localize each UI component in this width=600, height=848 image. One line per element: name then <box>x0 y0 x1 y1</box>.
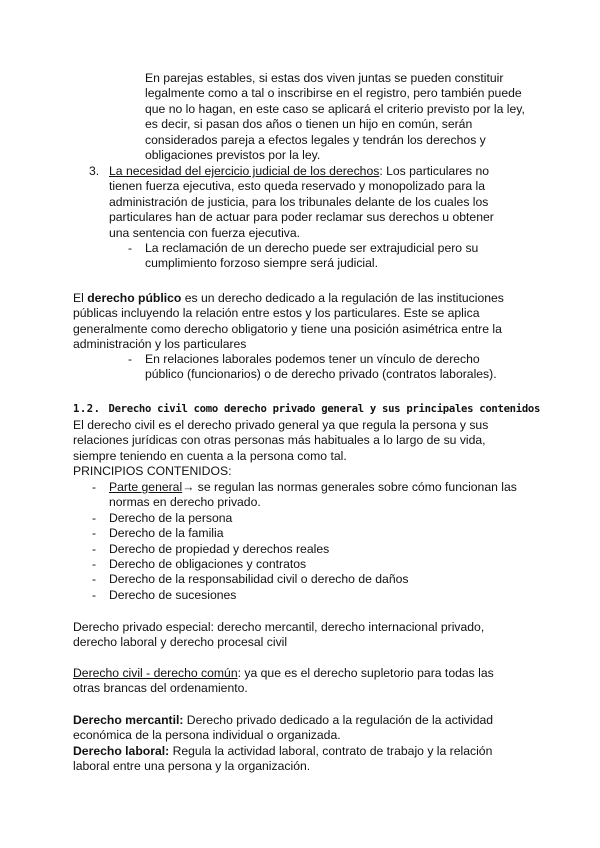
parte-general-label: Parte general <box>109 480 183 494</box>
principios-label: PRINCIPIOS CONTENIDOS: <box>73 464 232 479</box>
laboral-definition: Derecho laboral: Regula la actividad laboral, contrato de trabajo y la relación laboral entre una persona y la organización. <box>73 743 493 774</box>
principios-list <box>92 480 524 603</box>
mercantil-label: Derecho mercantil: <box>73 713 184 727</box>
publico-sub-text: En relaciones laborales podemos tener un vínculo de derecho público (funcionarios) o de derecho privado (contratos laborales). <box>145 352 497 382</box>
section-heading <box>73 402 543 417</box>
item3-text: : Los particulares no tienen fuerza ejecutiva, esto queda reservado y monopolizado para la administración de justicia, para los tribunales delante de los cuales los particulares han de actuar para poder reclamar sus derechos u obtener una sentencia con fuerza ejecutiva. <box>109 164 494 240</box>
paragraph-derecho-publico: El derecho público es un derecho dedicado a la regulación de las instituciones públicas incluyendo la relación entre estos y los particulares. Este se aplica generalmente como derecho obligatorio y tiene una posición asimétrica entre la administración y los particulares <box>73 291 504 352</box>
list-item: - Derecho de sucesiones <box>92 587 237 602</box>
item3-subitem <box>128 241 517 272</box>
paragraph-parejas <box>145 71 525 163</box>
parejas-text: En parejas estables, si estas dos viven juntas se pueden constituir legalmente como a tal o inscribirse en el registro, pero también puede que no lo hagan, en este caso se aplicará el criterio previsto por la ley, es decir, si pasan dos años o tienen un hijo en común, serán considerados pareja a efectos legales y tendrán los derechos y obligaciones previstos por la ley. <box>145 71 525 163</box>
section-title: Derecho civil como derecho privado general y sus principales contenidos <box>108 403 541 415</box>
publico-subitem <box>128 352 515 383</box>
paragraph-mercantil-laboral <box>73 713 513 775</box>
derecho-publico-term: derecho público <box>87 291 182 305</box>
section-intro <box>73 418 523 480</box>
paragraph-privado-especial: Derecho privado especial: derecho mercantil, derecho internacional privado, derecho laboral y derecho procesal civil <box>73 620 485 650</box>
list-item: - Derecho de la familia <box>92 526 224 541</box>
list-item: - Derecho de obligaciones y contratos <box>92 557 307 572</box>
list-item-3 <box>89 164 504 241</box>
mercantil-definition: Derecho mercantil: Derecho privado dedicado a la regulación de la actividad económica de la persona individual o organizada. <box>73 713 494 743</box>
dash-bullet: - <box>128 352 133 366</box>
list-item <box>92 480 524 511</box>
item3-title: La necesidad del ejercicio judicial de los derechos <box>109 164 380 178</box>
parte-general-text: → se regulan las normas generales sobre cómo funcionan las normas en derecho privado. <box>109 480 517 510</box>
laboral-label: Derecho laboral: <box>73 743 170 758</box>
dash-bullet: - <box>92 480 97 494</box>
paragraph-civil-comun: Derecho civil - derecho común: ya que es el derecho supletorio para todas las otras brancas del ordenamiento. <box>73 666 494 696</box>
section-number: 1.2. <box>73 403 101 415</box>
list-item: - Derecho de la responsabilidad civil o derecho de daños <box>92 572 409 587</box>
item3-sub-text: La reclamación de un derecho puede ser extrajudicial pero su cumplimiento forzoso siempre será judicial. <box>145 241 479 271</box>
list-number: 3. <box>89 164 100 178</box>
list-item: - Derecho de propiedad y derechos reales <box>92 541 330 556</box>
list-item: - Derecho de la persona <box>92 510 233 525</box>
civil-comun-label: Derecho civil - derecho común <box>73 666 238 680</box>
intro-text: El derecho civil es el derecho privado general ya que regula la persona y sus relaciones jurídicas con otras personas más habituales a lo largo de su vida, siempre teniendo en cuenta a la persona como tal. <box>73 418 489 463</box>
dash-bullet: - <box>128 241 133 255</box>
